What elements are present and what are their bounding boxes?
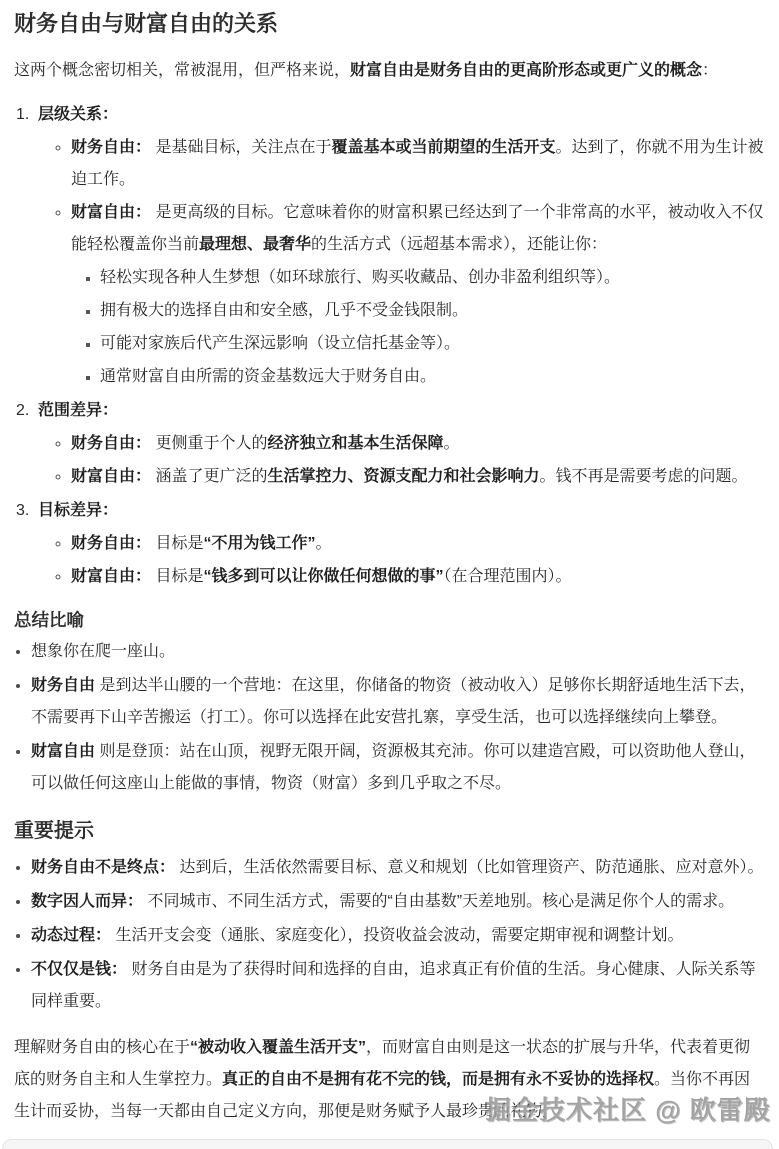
list-item: ▪ 拥有极大的选择自由和安全感，几乎不受金钱限制。 xyxy=(100,295,765,327)
bold-text: 财务自由 xyxy=(31,677,96,695)
list-item xyxy=(71,461,765,493)
list-item: ▪ 轻松实现各种人生梦想（如环球旅行、购买收藏品、创办非盈利组织等）。 xyxy=(100,262,765,294)
list-item xyxy=(71,528,765,560)
text: 不同城市、不同生活方式，需要的“自由基数”天差地别。核心是满足你个人的需求。 xyxy=(143,893,735,911)
text: 是到达半山腰的一个营地：在这里，你储备的物资（被动收入）足够你长期舒适地生活下去，不需要再下山辛苦搬运（打工）。你可以选择在此安营扎寨，享受生活，也可以选择继续向上攀登。 xyxy=(31,677,756,727)
intro-paragraph xyxy=(14,55,765,87)
bold-text: 财务自由： xyxy=(71,434,152,452)
list-item xyxy=(71,132,765,196)
text: 。当你不再因生计而妥协，当每一天都由自己定义方向，那便是财务赋予人最珍贵的礼物。 xyxy=(14,1071,751,1121)
bold-text: 财富自由： xyxy=(71,567,152,585)
summary-list xyxy=(14,636,765,800)
circle-list xyxy=(38,132,765,393)
bold-text: 最理想、最奢华 xyxy=(199,235,312,253)
text: （在合理范围内）。 xyxy=(443,567,572,585)
list-item xyxy=(31,886,765,918)
text: 是基础目标，关注点在于 xyxy=(151,138,332,156)
text: 更侧重于个人的 xyxy=(151,434,268,452)
list-item xyxy=(31,954,765,1018)
summary-heading: 总结比喻 xyxy=(14,609,84,630)
bold-text: 真正的自由不是拥有花不完的钱，而是拥有永不妥协的选择权 xyxy=(222,1071,655,1089)
text: 是更高级的目标。它意味着你的财富积累已经达到了一个非常高的水平，被动收入不仅能轻松覆盖你当前 xyxy=(71,203,764,253)
bold-text: 动态过程： xyxy=(31,927,112,945)
list-item xyxy=(31,636,765,668)
bold-text: 覆盖基本或当前期望的生活开支 xyxy=(331,138,556,156)
bold-text: 生活掌控力、资源支配力和社会影响力 xyxy=(267,467,540,485)
text: ，而财富自由则是这一状态的扩展与升华，代表着更彻底的财务自主和人生掌控力。 xyxy=(14,1039,751,1089)
bold-text: 数字因人而异： xyxy=(31,893,144,911)
bold-text: 财务自由： xyxy=(71,534,152,552)
list-item xyxy=(31,852,765,884)
text: 目标是 xyxy=(151,567,204,585)
list-item xyxy=(71,428,765,460)
circle-list xyxy=(38,428,765,493)
text: 达到后，生活依然需要目标、意义和规划（比如管理资产、防范通胀、应对意外）。 xyxy=(175,859,764,877)
bold-text: “钱多到可以让你做任何想做的事” xyxy=(203,567,444,585)
numbered-item xyxy=(16,99,765,393)
text: 涵盖了更广泛的 xyxy=(151,467,268,485)
list-item xyxy=(31,736,765,800)
bold-text: 财富自由： xyxy=(71,203,152,221)
closing-paragraph xyxy=(14,1032,765,1128)
list-item: ▪ 可能对家族后代产生深远影响（设立信托基金等）。 xyxy=(100,328,765,360)
text: 。钱不再是需要考虑的问题。 xyxy=(539,467,748,485)
numbered-item xyxy=(16,395,765,493)
list-item xyxy=(31,670,765,734)
bold-text: 财富自由 xyxy=(31,743,96,761)
text: 理解财务自由的核心在于 xyxy=(14,1039,191,1057)
watermark: 掘金技术社区 @ 欧雷殿 xyxy=(486,1096,772,1126)
bold-text: 不仅仅是钱： xyxy=(31,961,128,979)
text: 的生活方式（远超基本需求），还能让你： xyxy=(311,235,608,253)
numbered-item xyxy=(16,495,765,593)
square-list xyxy=(71,262,765,393)
next-card-edge xyxy=(2,1139,773,1149)
text: 。 xyxy=(315,534,332,552)
list-number: 3. xyxy=(16,501,30,519)
list-item xyxy=(71,197,765,393)
page-title: 财务自由与财富自由的关系 xyxy=(14,11,279,36)
bold-text: “不用为钱工作” xyxy=(203,534,316,552)
bold-text: 经济独立和基本生活保障 xyxy=(267,434,444,452)
bold-text: 财务自由： xyxy=(71,138,152,156)
list-item xyxy=(31,920,765,952)
bold-text: 财富自由是财务自由的更高阶形态或更广义的概念 xyxy=(350,61,703,79)
bold-text: 财富自由： xyxy=(71,467,152,485)
section-label: 目标差异： xyxy=(38,501,119,519)
list-number: 2. xyxy=(16,401,30,419)
text: 目标是 xyxy=(151,534,204,552)
text: 想象你在爬一座山。 xyxy=(31,643,176,661)
bold-text: “被动收入覆盖生活开支” xyxy=(190,1039,367,1057)
list-item xyxy=(71,561,765,593)
numbered-list xyxy=(14,99,765,593)
text: 。 xyxy=(443,434,460,452)
list-item: ▪ 通常财富自由所需的资金基数远大于财务自由。 xyxy=(100,361,765,393)
text: 这两个概念密切相关，常被混用，但严格来说， xyxy=(14,61,351,79)
notice-heading: 重要提示 xyxy=(14,820,94,843)
circle-list xyxy=(38,528,765,593)
text: 。达到了，你就不用为生计被迫工作。 xyxy=(71,138,764,188)
list-number: 1. xyxy=(16,105,30,123)
bold-text: 财务自由不是终点： xyxy=(31,859,176,877)
section-label: 层级关系： xyxy=(38,105,119,123)
text: 生活开支会变（通胀、家庭变化），投资收益会波动，需要定期审视和调整计划。 xyxy=(111,927,684,945)
section-label: 范围差异： xyxy=(38,401,119,419)
text: ： xyxy=(702,61,719,79)
article xyxy=(0,9,779,1128)
text: 财务自由是为了获得时间和选择的自由，追求真正有价值的生活。身心健康、人际关系等同样重要。 xyxy=(31,961,756,1011)
notice-list xyxy=(14,852,765,1018)
text: 则是登顶：站在山顶，视野无限开阔，资源极其充沛。你可以建造宫殿，可以资助他人登山，可以做任何这座山上能做的事情，物资（财富）多到几乎取之不尽。 xyxy=(31,743,756,793)
